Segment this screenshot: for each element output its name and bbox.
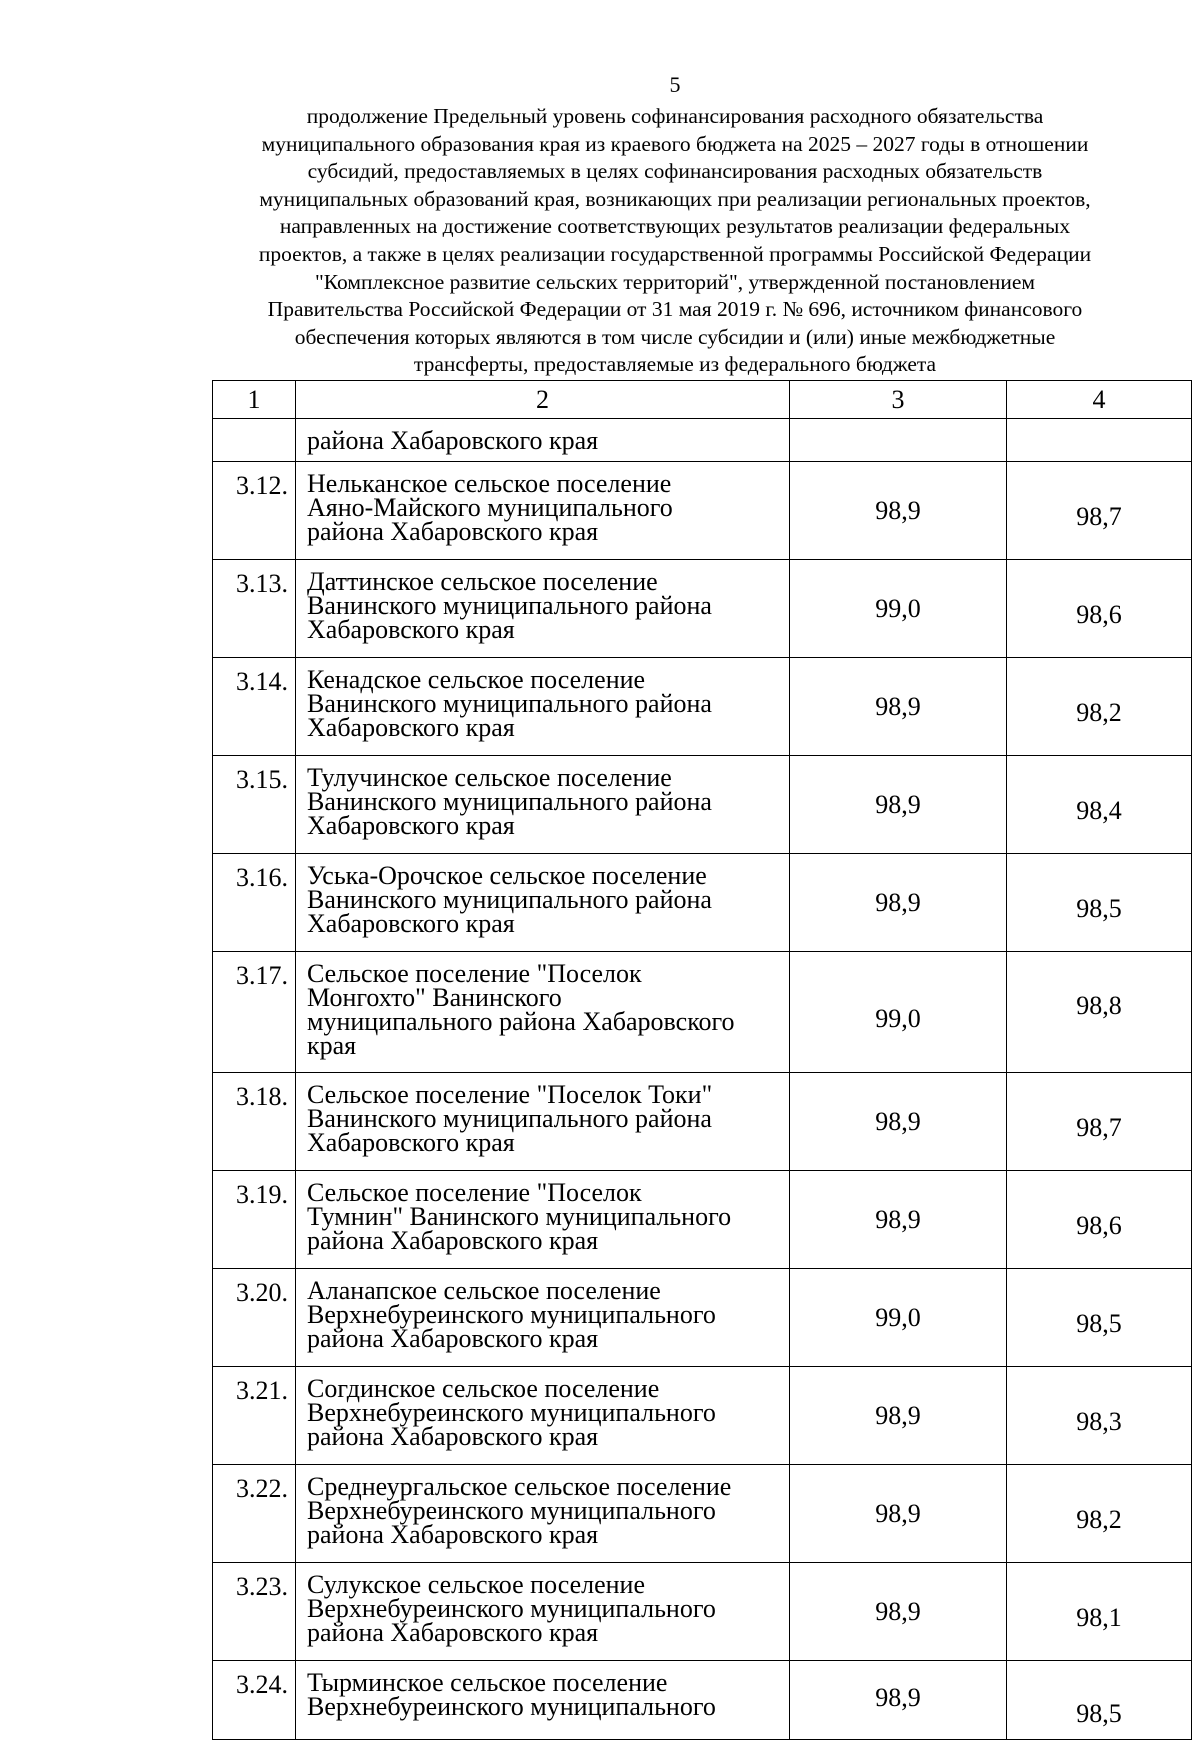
settlement-name-line: района Хабаровского края [307, 1422, 599, 1451]
level-col-4 [1007, 658, 1192, 756]
level-col-3 [790, 1563, 1007, 1661]
settlement-name-line: Среднеургальское сельское поселение [307, 1472, 732, 1501]
settlement-name [296, 854, 790, 952]
column-header: 2 [296, 381, 790, 419]
heading-line: Правительства Российской Федерации от 31 мая 2019 г. № 696, источником финансового [267, 297, 1083, 322]
settlement-name-line: муниципального района Хабаровского [307, 1007, 735, 1036]
settlement-name-line: Нельканское сельское поселение [307, 469, 672, 498]
level-col-3-value: 99,0 [875, 1302, 921, 1332]
level-col-4 [1007, 1661, 1192, 1740]
row-number: 3.24. [213, 1661, 296, 1740]
column-header: 3 [790, 381, 1007, 419]
settlement-name-line: Сельское поселение "Поселок [307, 1178, 642, 1207]
level-col-3-value: 99,0 [875, 593, 921, 623]
settlement-name-line: Верхнебуреинского муниципального [307, 1496, 716, 1525]
page-number: 5 [669, 72, 681, 97]
settlement-name-line: Верхнебуреинского муниципального [307, 1594, 716, 1623]
table-row [213, 462, 1192, 560]
heading-line: продолжение Предельный уровень софинансирования расходного обязательства [306, 104, 1044, 128]
settlement-name-line: Уська-Орочское сельское поселение [307, 861, 707, 890]
settlement-name-line: Хабаровского края [307, 811, 515, 840]
table-row [213, 658, 1192, 756]
level-col-3 [790, 658, 1007, 756]
level-col-3-value: 98,9 [875, 691, 921, 721]
settlement-name-line: Кенадское сельское поселение [307, 665, 646, 694]
level-col-4-value: 98,6 [1076, 1210, 1122, 1240]
heading-line: муниципального образования края из краевого бюджета на 2025 – 2027 годы в отношении [261, 131, 1089, 156]
level-col-3-value: 98,9 [875, 1204, 921, 1234]
level-col-3 [790, 462, 1007, 560]
row-number: 3.20. [213, 1269, 296, 1367]
settlement-name-line: Ванинского муниципального района [307, 591, 712, 620]
heading-line: муниципальных образований края, возникающих при реализации региональных проектов, [259, 186, 1091, 211]
settlement-name [296, 1465, 790, 1563]
level-col-3 [790, 756, 1007, 854]
settlement-name-line: Хабаровского края [307, 615, 515, 644]
row-number: 3.15. [213, 756, 296, 854]
settlement-name-line: Верхнебуреинского муниципального [307, 1398, 716, 1427]
level-col-3-value: 98,9 [875, 1683, 921, 1712]
level-col-4 [1007, 1465, 1192, 1563]
settlement-name [296, 1073, 790, 1171]
row-number: 3.19. [213, 1171, 296, 1269]
row-number: 3.12. [213, 462, 296, 560]
row-number: 3.21. [213, 1367, 296, 1465]
table-row [213, 1073, 1192, 1171]
level-col-4 [1007, 1171, 1192, 1269]
table-row [213, 1367, 1192, 1465]
settlement-name [296, 658, 790, 756]
table-cell [1007, 419, 1192, 462]
table-row [213, 854, 1192, 952]
level-col-4-value: 98,1 [1076, 1602, 1122, 1632]
settlement-name-line: Тулучинское сельское поселение [307, 763, 672, 792]
level-col-4-value: 98,4 [1076, 795, 1122, 825]
continuation-text: района Хабаровского края [296, 419, 790, 462]
level-col-3-value: 98,9 [875, 1498, 921, 1528]
settlement-name [296, 462, 790, 560]
level-col-4 [1007, 1563, 1192, 1661]
settlement-name-line: Верхнебуреинского муниципального [307, 1300, 716, 1329]
settlement-name [296, 560, 790, 658]
settlement-name [296, 756, 790, 854]
level-col-4-value: 98,7 [1076, 501, 1122, 531]
level-col-4-value: 98,7 [1076, 1112, 1122, 1142]
level-col-4 [1007, 560, 1192, 658]
level-col-3-value: 98,9 [875, 1596, 921, 1626]
level-col-3-value: 98,9 [875, 789, 921, 819]
table-row [213, 1465, 1192, 1563]
level-col-3-value: 98,9 [875, 495, 921, 525]
settlement-name-line: Хабаровского края [307, 909, 515, 938]
table-row [213, 1661, 1192, 1740]
settlement-name-line: Сельское поселение "Поселок [307, 959, 642, 988]
settlement-name [296, 1367, 790, 1465]
column-header: 4 [1007, 381, 1192, 419]
table-cell [213, 419, 296, 462]
settlement-name-line: Ванинского муниципального района [307, 1104, 712, 1133]
table-cell [790, 419, 1007, 462]
level-col-3 [790, 1073, 1007, 1171]
level-col-4 [1007, 952, 1192, 1073]
row-number: 3.14. [213, 658, 296, 756]
settlement-name-line: края [307, 1031, 357, 1060]
settlement-name-line: Ванинского муниципального района [307, 787, 712, 816]
level-col-4 [1007, 854, 1192, 952]
settlement-name-line: Хабаровского края [307, 1128, 515, 1157]
row-number: 3.23. [213, 1563, 296, 1661]
table-row [213, 756, 1192, 854]
settlement-name-line: Тумнин" Ванинского муниципального [307, 1202, 732, 1231]
level-col-4-value: 98,5 [1076, 1308, 1122, 1338]
level-col-4 [1007, 1367, 1192, 1465]
level-col-3-value: 98,9 [875, 887, 921, 917]
column-header: 1 [213, 381, 296, 419]
settlement-name-line: Даттинское сельское поселение [307, 567, 658, 596]
level-col-4-value: 98,5 [1076, 1699, 1122, 1728]
document-heading [195, 103, 1155, 379]
level-col-3 [790, 1269, 1007, 1367]
settlement-name [296, 952, 790, 1073]
row-number: 3.16. [213, 854, 296, 952]
settlement-name-line: Ванинского муниципального района [307, 689, 712, 718]
settlement-name-line: Хабаровского края [307, 713, 515, 742]
settlement-name-line: Согдинское сельское поселение [307, 1374, 660, 1403]
level-col-4-value: 98,2 [1076, 1504, 1122, 1534]
settlement-name [296, 1269, 790, 1367]
settlement-name-line: района Хабаровского края [307, 517, 599, 546]
heading-line: обеспечения которых являются в том числе субсидии и (или) иные межбюджетные [294, 324, 1056, 349]
settlement-name [296, 1171, 790, 1269]
cofinancing-table [212, 380, 1192, 1740]
level-col-4 [1007, 462, 1192, 560]
level-col-4-value: 98,6 [1076, 599, 1122, 629]
level-col-4 [1007, 756, 1192, 854]
settlement-name-line: Тырминское сельское поселение [307, 1668, 668, 1697]
row-number: 3.13. [213, 560, 296, 658]
level-col-3 [790, 560, 1007, 658]
row-number: 3.22. [213, 1465, 296, 1563]
level-col-3-value: 98,9 [875, 1106, 921, 1136]
settlement-name-line: района Хабаровского края [307, 1324, 599, 1353]
level-col-3 [790, 1465, 1007, 1563]
level-col-3 [790, 1661, 1007, 1740]
level-col-4-value: 98,3 [1076, 1406, 1122, 1436]
table-row [213, 1563, 1192, 1661]
settlement-name [296, 1661, 790, 1740]
settlement-name-line: района Хабаровского края [307, 1520, 599, 1549]
heading-line: проектов, а также в целях реализации государственной программы Российской Федерации [258, 241, 1092, 266]
row-number: 3.18. [213, 1073, 296, 1171]
level-col-3-value: 99,0 [875, 1004, 921, 1033]
table-row [213, 952, 1192, 1073]
heading-line: "Комплексное развитие сельских территорий", утвержденной постановлением [314, 269, 1036, 294]
level-col-3 [790, 854, 1007, 952]
heading-line: трансферты, предоставляемые из федерального бюджета [413, 352, 937, 377]
table-header-row [213, 381, 1192, 419]
level-col-4 [1007, 1073, 1192, 1171]
row-number: 3.17. [213, 952, 296, 1073]
settlement-name-line: района Хабаровского края [307, 1226, 599, 1255]
level-col-3 [790, 1367, 1007, 1465]
settlement-name-line: Аланапское сельское поселение [307, 1276, 661, 1305]
heading-line: направленных на достижение соответствующих результатов реализации федеральных [279, 214, 1071, 239]
table-row [213, 560, 1192, 658]
level-col-4-value: 98,8 [1076, 991, 1122, 1020]
settlement-name-line: Монгохто" Ванинского [307, 983, 562, 1012]
settlement-name-line: Сулукское сельское поселение [307, 1570, 645, 1599]
level-col-4-value: 98,5 [1076, 893, 1122, 923]
settlement-name-line: Сельское поселение "Поселок Токи" [307, 1080, 713, 1109]
settlement-name [296, 1563, 790, 1661]
continuation-row [213, 419, 1192, 462]
settlement-name-line: Ванинского муниципального района [307, 885, 712, 914]
heading-line: субсидий, предоставляемых в целях софинансирования расходных обязательств [307, 159, 1043, 184]
table-row [213, 1171, 1192, 1269]
table-row [213, 1269, 1192, 1367]
level-col-4-value: 98,2 [1076, 697, 1122, 727]
level-col-3 [790, 952, 1007, 1073]
settlement-name-line: Верхнебуреинского муниципального [307, 1692, 716, 1721]
settlement-name-line: Аяно-Майского муниципального [307, 493, 673, 522]
level-col-3 [790, 1171, 1007, 1269]
level-col-4 [1007, 1269, 1192, 1367]
settlement-name-line: района Хабаровского края [307, 1618, 599, 1647]
level-col-3-value: 98,9 [875, 1400, 921, 1430]
